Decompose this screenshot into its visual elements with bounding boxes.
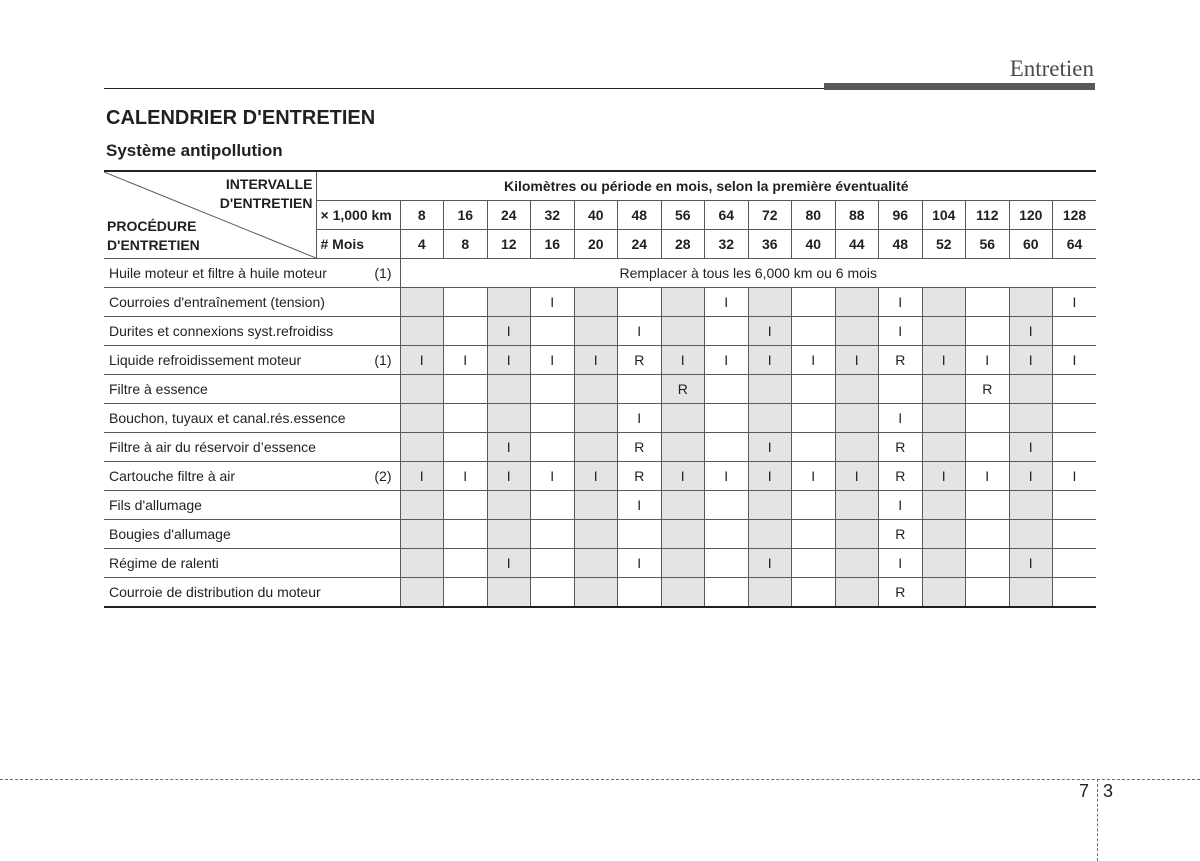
months-interval-header: 60 [1009,230,1053,259]
schedule-cell: I [1009,317,1053,346]
schedule-cell [400,375,444,404]
item-label: Durites et connexions syst.refroidiss [109,323,334,339]
interval-header-line1: INTERVALLE [225,176,313,192]
km-row-label: × 1,000 km [316,201,400,230]
schedule-cell: I [618,549,662,578]
months-interval-header: 64 [1053,230,1097,259]
schedule-cell: I [1053,346,1097,375]
schedule-cell [748,288,792,317]
schedule-cell [835,375,879,404]
schedule-cell: R [879,578,923,608]
schedule-cell [400,433,444,462]
schedule-cell [400,520,444,549]
schedule-cell [400,491,444,520]
schedule-cell [705,317,749,346]
schedule-cell: I [487,346,531,375]
schedule-cell [444,433,488,462]
schedule-cell: I [922,462,966,491]
months-interval-header: 16 [531,230,575,259]
schedule-cell [792,578,836,608]
schedule-cell [531,404,575,433]
schedule-cell: I [487,433,531,462]
months-interval-header: 24 [618,230,662,259]
months-interval-header: 44 [835,230,879,259]
km-interval-header: 16 [444,201,488,230]
months-interval-header: 20 [574,230,618,259]
schedule-cell: I [487,549,531,578]
schedule-cell [792,549,836,578]
km-interval-header: 88 [835,201,879,230]
schedule-cell [661,549,705,578]
schedule-cell: R [879,462,923,491]
schedule-cell: I [661,346,705,375]
schedule-cell [574,520,618,549]
schedule-cell: I [444,462,488,491]
schedule-cell [705,549,749,578]
schedule-cell [1009,375,1053,404]
maintenance-item-cell [104,578,400,608]
km-interval-header: 96 [879,201,923,230]
schedule-cell [922,404,966,433]
schedule-cell [835,317,879,346]
schedule-cell [574,288,618,317]
schedule-cell [400,317,444,346]
table-row [104,375,1096,404]
item-footnote: (1) [374,352,392,368]
maintenance-item-cell [104,375,400,404]
schedule-cell: I [531,462,575,491]
schedule-cell [1053,578,1097,608]
schedule-cell [1009,491,1053,520]
schedule-cell [574,375,618,404]
schedule-cell: R [879,520,923,549]
months-interval-header: 4 [400,230,444,259]
footer-divider [0,779,1200,780]
km-interval-header: 72 [748,201,792,230]
schedule-cell: R [879,433,923,462]
schedule-cell [966,549,1010,578]
schedule-cell [574,317,618,346]
schedule-cell [705,520,749,549]
maintenance-item-cell [104,433,400,462]
schedule-cell [792,404,836,433]
schedule-cell [661,491,705,520]
schedule-cell [487,288,531,317]
schedule-cell [835,549,879,578]
schedule-cell [922,491,966,520]
schedule-cell: I [1009,346,1053,375]
schedule-cell [574,578,618,608]
schedule-cell: I [879,549,923,578]
km-interval-header: 40 [574,201,618,230]
interval-header-line2: D'ENTRETIEN [219,195,313,211]
item-label: Filtre à air du réservoir d’essence [109,439,316,455]
footer-vertical-divider [1097,779,1098,861]
schedule-cell [444,404,488,433]
schedule-cell: I [574,462,618,491]
schedule-cell [792,317,836,346]
schedule-cell: I [705,288,749,317]
schedule-cell [748,578,792,608]
schedule-cell [966,288,1010,317]
schedule-cell [705,404,749,433]
months-interval-header: 28 [661,230,705,259]
schedule-cell [1009,288,1053,317]
schedule-cell [1053,404,1097,433]
maintenance-item-cell [104,404,400,433]
schedule-cell: I [835,346,879,375]
months-interval-header: 32 [705,230,749,259]
table-row [104,578,1096,608]
chapter-number: 7 [1079,781,1090,801]
schedule-cell [1053,375,1097,404]
schedule-cell: I [531,346,575,375]
schedule-cell [748,491,792,520]
schedule-cell [835,578,879,608]
schedule-cell [661,288,705,317]
km-interval-header: 24 [487,201,531,230]
schedule-cell [661,433,705,462]
schedule-cell [922,375,966,404]
schedule-cell [835,288,879,317]
schedule-cell [922,433,966,462]
schedule-cell: R [966,375,1010,404]
km-interval-header: 8 [400,201,444,230]
replacement-note: Remplacer à tous les 6,000 km ou 6 mois [400,259,1096,288]
table-row [104,346,1096,375]
schedule-cell [444,549,488,578]
schedule-cell [444,317,488,346]
schedule-cell [705,375,749,404]
months-interval-header: 12 [487,230,531,259]
item-label: Liquide refroidissement moteur [109,352,302,368]
schedule-cell: I [1053,462,1097,491]
schedule-cell [1053,491,1097,520]
schedule-cell [574,433,618,462]
table-corner-header [104,171,316,259]
schedule-cell [705,578,749,608]
schedule-cell [574,491,618,520]
section-subtitle: Système antipollution [106,141,283,160]
schedule-cell: R [618,433,662,462]
schedule-cell: I [792,462,836,491]
schedule-cell: I [748,549,792,578]
schedule-cell: I [1009,433,1053,462]
item-label: Courroie de distribution du moteur [109,584,321,600]
schedule-cell [1053,317,1097,346]
schedule-cell: I [487,462,531,491]
schedule-cell [922,317,966,346]
schedule-cell: I [1053,288,1097,317]
schedule-cell [618,375,662,404]
schedule-cell: I [1009,462,1053,491]
schedule-cell [748,520,792,549]
interval-band-label: Kilomètres ou période en mois, selon la première éventualité [316,171,1096,201]
months-row-label: # Mois [316,230,400,259]
page-title: CALENDRIER D'ENTRETIEN [106,107,376,129]
schedule-cell: R [879,346,923,375]
item-label: Fils d'allumage [109,497,202,513]
schedule-cell [966,404,1010,433]
schedule-cell [922,288,966,317]
km-interval-header: 56 [661,201,705,230]
km-interval-header: 80 [792,201,836,230]
schedule-cell: R [618,462,662,491]
maintenance-item-cell [104,317,400,346]
schedule-cell: I [661,462,705,491]
item-label: Filtre à essence [109,381,208,397]
schedule-cell [792,375,836,404]
table-row [104,491,1096,520]
procedure-header [107,217,200,255]
schedule-cell: I [618,491,662,520]
schedule-cell [531,578,575,608]
schedule-cell [487,578,531,608]
months-interval-header: 48 [879,230,923,259]
schedule-cell [835,491,879,520]
procedure-header-line2: D'ENTRETIEN [107,237,200,253]
section-name: Entretien [1009,56,1094,81]
table-row [104,259,1096,288]
schedule-cell [1053,520,1097,549]
schedule-cell [966,491,1010,520]
maintenance-item-cell [104,462,400,491]
table-row [104,404,1096,433]
schedule-cell: I [835,462,879,491]
schedule-cell: I [487,317,531,346]
schedule-cell: I [618,317,662,346]
schedule-cell [661,578,705,608]
km-interval-header: 112 [966,201,1010,230]
km-interval-header: 48 [618,201,662,230]
schedule-cell [444,375,488,404]
schedule-cell [1053,549,1097,578]
schedule-cell [661,520,705,549]
schedule-cell [531,520,575,549]
schedule-cell [922,549,966,578]
schedule-cell: I [879,317,923,346]
schedule-cell: I [400,346,444,375]
schedule-cell [1053,433,1097,462]
maintenance-item-cell [104,491,400,520]
schedule-cell [792,520,836,549]
schedule-cell [444,520,488,549]
months-interval-header: 52 [922,230,966,259]
interval-header [220,175,313,213]
page-number: 3 [1103,781,1114,801]
item-label: Bougies d'allumage [109,526,231,542]
header-accent-bar [824,83,1095,90]
maintenance-item-cell [104,288,400,317]
schedule-cell [705,433,749,462]
schedule-cell: I [444,346,488,375]
schedule-cell [748,375,792,404]
schedule-cell: I [922,346,966,375]
item-footnote: (2) [374,468,392,484]
table-row [104,288,1096,317]
schedule-cell [531,375,575,404]
item-label: Bouchon, tuyaux et canal.rés.essence [109,410,346,426]
schedule-cell: I [966,462,1010,491]
schedule-cell [1009,404,1053,433]
schedule-cell [1009,520,1053,549]
schedule-cell [400,549,444,578]
schedule-cell [618,578,662,608]
months-interval-header: 56 [966,230,1010,259]
schedule-cell [748,404,792,433]
km-interval-header: 120 [1009,201,1053,230]
schedule-cell [487,520,531,549]
schedule-cell [444,578,488,608]
maintenance-schedule-table [104,170,1096,608]
schedule-cell [966,433,1010,462]
schedule-cell [444,288,488,317]
item-label: Régime de ralenti [109,555,219,571]
schedule-cell: I [748,317,792,346]
table-row [104,317,1096,346]
schedule-cell [966,520,1010,549]
schedule-cell [705,491,749,520]
schedule-cell [792,288,836,317]
schedule-cell: I [792,346,836,375]
schedule-cell [531,491,575,520]
km-interval-header: 128 [1053,201,1097,230]
km-interval-header: 64 [705,201,749,230]
schedule-cell: I [1009,549,1053,578]
schedule-cell [531,317,575,346]
schedule-cell: I [618,404,662,433]
schedule-cell [792,433,836,462]
km-interval-header: 104 [922,201,966,230]
table-row [104,549,1096,578]
schedule-cell [444,491,488,520]
schedule-cell [792,491,836,520]
schedule-cell: I [748,433,792,462]
schedule-cell: I [705,462,749,491]
schedule-cell [922,520,966,549]
schedule-cell: R [618,346,662,375]
schedule-cell [487,375,531,404]
schedule-cell [922,578,966,608]
schedule-cell [835,433,879,462]
schedule-cell [531,433,575,462]
schedule-cell: I [879,491,923,520]
maintenance-item-cell [104,520,400,549]
schedule-cell: I [574,346,618,375]
item-label: Courroies d'entraînement (tension) [109,294,325,310]
schedule-cell: I [705,346,749,375]
schedule-cell: R [661,375,705,404]
table-row [104,520,1096,549]
schedule-cell: I [879,288,923,317]
maintenance-item-cell [104,549,400,578]
schedule-cell [400,404,444,433]
schedule-cell: I [879,404,923,433]
schedule-cell [618,520,662,549]
months-interval-header: 40 [792,230,836,259]
schedule-cell [487,404,531,433]
schedule-cell [835,404,879,433]
schedule-cell [618,288,662,317]
schedule-cell [879,375,923,404]
schedule-cell [400,288,444,317]
item-label: Huile moteur et filtre à huile moteur [109,265,327,281]
schedule-cell [966,578,1010,608]
item-label: Cartouche filtre à air [109,468,236,484]
maintenance-item-cell [104,259,400,288]
schedule-cell [661,404,705,433]
schedule-cell [574,549,618,578]
schedule-cell [661,317,705,346]
schedule-cell [966,317,1010,346]
schedule-cell [487,491,531,520]
schedule-cell [400,578,444,608]
schedule-cell: I [531,288,575,317]
table-row [104,462,1096,491]
months-interval-header: 8 [444,230,488,259]
schedule-cell [574,404,618,433]
maintenance-item-cell [104,346,400,375]
schedule-cell [835,520,879,549]
schedule-cell: I [748,346,792,375]
schedule-cell [531,549,575,578]
months-interval-header: 36 [748,230,792,259]
schedule-cell: I [748,462,792,491]
schedule-cell [1009,578,1053,608]
table-row [104,433,1096,462]
km-interval-header: 32 [531,201,575,230]
schedule-cell: I [400,462,444,491]
item-footnote: (1) [374,265,392,281]
schedule-cell: I [966,346,1010,375]
procedure-header-line1: PROCÉDURE [107,218,197,234]
